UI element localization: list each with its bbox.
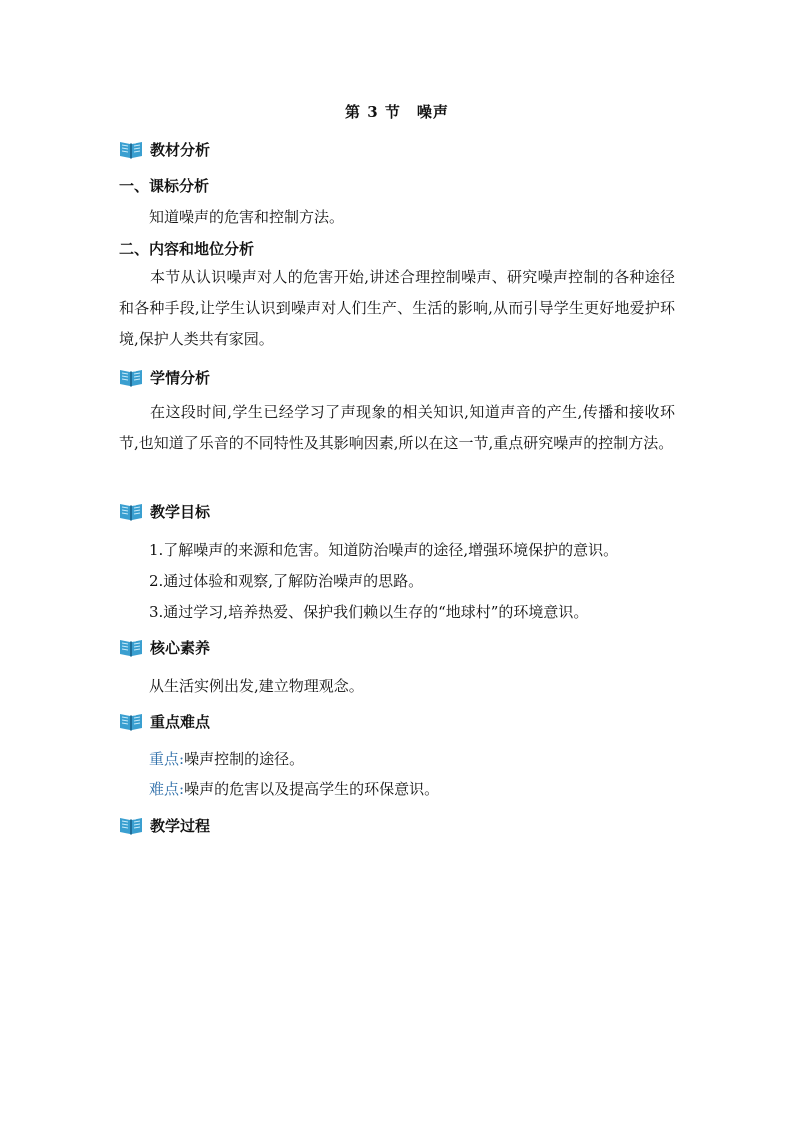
section-label: 重点难点	[150, 712, 211, 731]
section-header-core-literacy	[119, 636, 210, 658]
goal-item: 2.通过体验和观察,了解防治噪声的思路。	[149, 572, 424, 590]
section-header-textbook-analysis	[119, 138, 210, 160]
section-label: 核心素养	[150, 638, 211, 657]
learner-analysis-text: 在这段时间,学生已经学习了声现象的相关知识,知道声音的产生,传播和接收环节,也知道了乐音的不同特性及其影响因素,所以在这一节,重点研究噪声的控制方法。	[119, 403, 675, 452]
difficult-point-label: 难点:	[149, 780, 185, 798]
section-header-teaching-process	[119, 814, 210, 836]
open-book-icon	[119, 711, 143, 731]
difficult-point-line	[149, 778, 439, 799]
section-header-key-difficult-points	[119, 710, 210, 732]
subheading-curriculum: 一、课标分析	[119, 177, 210, 195]
section-label: 教学过程	[150, 816, 211, 835]
core-literacy-text: 从生活实例出发,建立物理观念。	[149, 677, 364, 695]
section-label: 学情分析	[150, 368, 211, 387]
open-book-icon	[119, 501, 143, 521]
section-header-teaching-goals	[119, 500, 210, 522]
section-label: 教材分析	[150, 140, 211, 159]
goal-item: 3.通过学习,培养热爱、保护我们赖以生存的“地球村”的环境意识。	[149, 603, 589, 621]
difficult-point-text: 噪声的危害以及提高学生的环保意识。	[184, 780, 440, 798]
section-label: 教学目标	[150, 502, 211, 521]
key-point-label: 重点:	[149, 750, 185, 768]
subheading-content-position: 二、内容和地位分析	[119, 240, 255, 258]
content-position-text: 本节从认识噪声对人的危害开始,讲述合理控制噪声、研究噪声控制的各种途径和各种手段,让学生认识到噪声对人们生产、生活的影响,从而引导学生更好地爱护环境,保护人类共有家园。	[119, 268, 675, 348]
open-book-icon	[119, 139, 143, 159]
goal-item: 1.了解噪声的来源和危害。知道防治噪声的途径,增强环境保护的意识。	[149, 541, 619, 559]
open-book-icon	[119, 367, 143, 387]
key-point-line	[149, 748, 304, 769]
open-book-icon	[119, 815, 143, 835]
section-header-learner-analysis	[119, 366, 210, 388]
curriculum-text: 知道噪声的危害和控制方法。	[149, 208, 345, 226]
page-title: 第 3 节 噪声	[345, 103, 449, 121]
key-point-text: 噪声控制的途径。	[184, 750, 305, 768]
open-book-icon	[119, 637, 143, 657]
